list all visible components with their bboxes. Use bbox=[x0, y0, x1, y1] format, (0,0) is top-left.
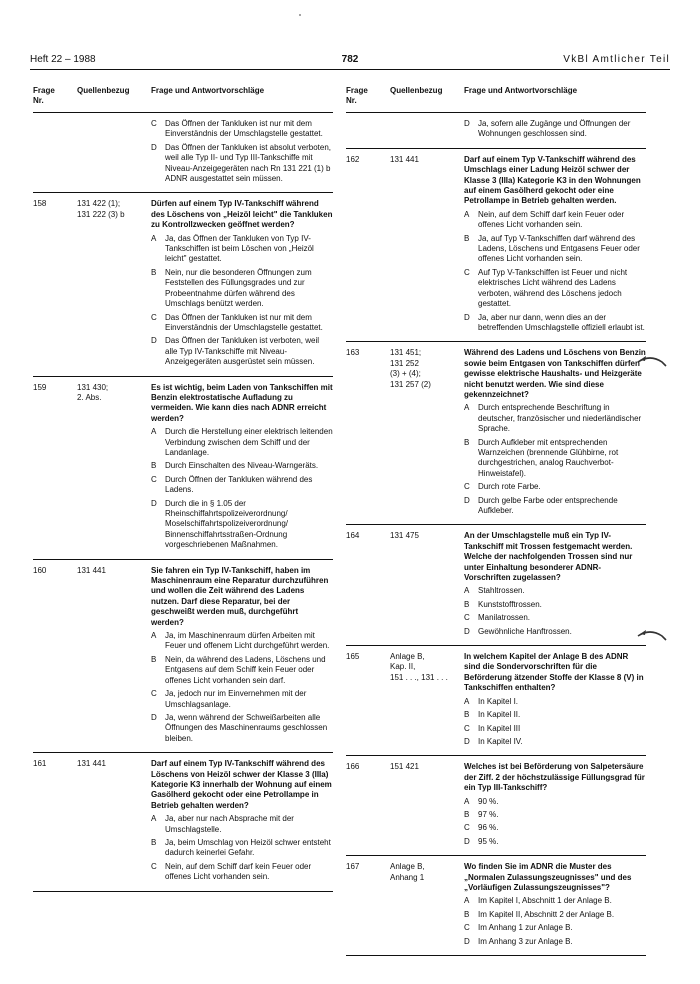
question-body bbox=[464, 531, 646, 637]
option-text: Das Öffnen der Tankluken ist nur mit dem Einverständnis der Umschlagstelle gestattet. bbox=[165, 119, 323, 139]
question-body bbox=[464, 862, 646, 947]
answer-option bbox=[151, 499, 333, 551]
answer-option bbox=[464, 613, 646, 623]
option-text: Ja, aber nur nach Absprache mit der Umschlagstelle. bbox=[165, 814, 294, 834]
option-letter: D bbox=[464, 119, 470, 128]
option-letter: D bbox=[464, 736, 470, 746]
answer-option bbox=[151, 814, 333, 835]
source-reference: 131 422 (1); 131 222 (3) b bbox=[77, 199, 125, 219]
question-number: 158 bbox=[33, 199, 47, 209]
option-letter: B bbox=[464, 599, 470, 609]
answer-option bbox=[464, 910, 646, 920]
question-entry bbox=[33, 377, 333, 560]
option-letter: D bbox=[151, 336, 157, 346]
header-rule bbox=[30, 69, 670, 70]
option-letter: D bbox=[464, 495, 470, 505]
question-entry bbox=[33, 113, 333, 193]
question-entry bbox=[346, 113, 646, 149]
option-letter: A bbox=[464, 209, 470, 219]
option-text: Durch die Herstellung einer elektrisch leitenden Verbindung zwischen dem Schiff und der Landanlage. bbox=[165, 427, 333, 457]
answer-option bbox=[464, 438, 646, 480]
option-letter: C bbox=[151, 861, 157, 871]
question-number: 160 bbox=[33, 565, 47, 575]
answer-option bbox=[464, 797, 646, 807]
margin-arrow-mark bbox=[636, 626, 668, 642]
option-text: Das Öffnen der Tankluken ist verboten, weil alle Typ IV-Tankschiffe mit Niveau-Anzeigegeräten ausgerüstet sein müssen. bbox=[165, 336, 320, 367]
publication-title: VkBl Amtlicher Teil bbox=[563, 54, 670, 65]
column-header-nr: Frage Nr. bbox=[33, 86, 55, 105]
left-entries bbox=[33, 113, 333, 892]
option-text: Das Öffnen der Tankluken ist absolut verboten, weil alle Typ II- und Typ III-Tankschiffe mit Niveau-Anzeigegeräten nach Rn 131 221 (1) b ADNR ausgestattet sein müssen. bbox=[165, 142, 332, 184]
option-text: Ja, das Öffnen der Tankluken von Typ IV-Tankschiffen ist beim Löschen von „Heizöl leicht" gestattet. bbox=[165, 233, 314, 264]
question-text: Es ist wichtig, beim Laden von Tankschiffen mit Benzin elektrostatische Aufladung zu vermeiden. Wie kann dies nach ADNR erreicht werden? bbox=[151, 382, 333, 423]
option-letter: C bbox=[464, 267, 470, 277]
option-letter: A bbox=[151, 233, 157, 243]
question-number: 167 bbox=[346, 862, 360, 872]
question-body bbox=[151, 759, 333, 882]
question-entry bbox=[33, 560, 333, 754]
source-reference: 131 451; 131 252 (3) + (4); 131 257 (2) bbox=[390, 348, 431, 389]
option-letter: C bbox=[151, 689, 157, 699]
option-letter: D bbox=[151, 498, 157, 508]
column-header-nr: Frage Nr. bbox=[346, 86, 368, 105]
answer-option bbox=[464, 313, 646, 334]
answer-option bbox=[464, 823, 646, 833]
question-body bbox=[464, 119, 646, 140]
margin-arrow-mark bbox=[636, 352, 668, 368]
option-text: 95 %. bbox=[478, 836, 499, 846]
question-text: Während des Ladens und Löschens von Benzin sowie beim Entgasen von Tankschiffen dürfen gewisse elektrische Haushalts- und Heizgeräte nicht benutzt werden. Wie sind diese gekennzeichnet? bbox=[464, 348, 646, 399]
source-reference: 131 430; 2. Abs. bbox=[77, 382, 109, 402]
option-text: Stahltrossen. bbox=[478, 586, 525, 596]
option-text: Auf Typ V-Tankschiffen ist Feuer und nicht elektrisches Licht während des Ladens verboten, während des Löschens jedoch gestattet. bbox=[478, 267, 628, 309]
option-text: In Kapitel IV. bbox=[478, 736, 523, 746]
answer-option bbox=[464, 210, 646, 231]
question-number: 165 bbox=[346, 652, 360, 662]
option-letter: C bbox=[151, 119, 157, 128]
question-body bbox=[464, 652, 646, 747]
option-text: Nein, nur die besonderen Öffnungen zum Feststellen des Füllungsgrades und zur Probeentnahme dürfen während des Umschlags benützt werden. bbox=[165, 267, 312, 309]
question-entry bbox=[346, 646, 646, 756]
question-text: In welchem Kapitel der Anlage B des ADNR sind die Sondervorschriften für die Beförderung ätzender Stoffe der Klasse 8 (V) in Tankschiffen enthalten? bbox=[464, 652, 644, 693]
question-number: 159 bbox=[33, 382, 47, 392]
column-header-source: Quellenbezug bbox=[77, 86, 130, 95]
answer-option bbox=[151, 689, 333, 710]
question-entry bbox=[346, 525, 646, 646]
answer-option bbox=[464, 496, 646, 517]
option-text: Das Öffnen der Tankluken ist nur mit dem Einverständnis der Umschlagstelle gestattet. bbox=[165, 312, 323, 332]
option-text: Ja, im Maschinenraum dürfen Arbeiten mit Feuer und offenem Licht durchgeführt werden. bbox=[165, 631, 330, 651]
option-letter: A bbox=[464, 696, 470, 706]
option-letter: B bbox=[151, 267, 157, 277]
option-text: Nein, da während des Ladens, Löschens und Entgasens auf dem Schiff kein Feuer oder offenes Licht vorhanden sein darf. bbox=[165, 654, 326, 685]
option-text: Im Anhang 1 zur Anlage B. bbox=[478, 923, 573, 933]
option-text: Im Kapitel I, Abschnitt 1 der Anlage B. bbox=[478, 896, 612, 906]
question-text: Welches ist bei Beförderung von Salpetersäure der Ziff. 2 der höchstzulässige Füllungsgrad für ein Typ III-Tankschiff? bbox=[464, 762, 645, 793]
question-body bbox=[464, 348, 646, 516]
option-text: Ja, sofern alle Zugänge und Öffnungen der Wohnungen geschlossen sind. bbox=[478, 119, 631, 139]
option-text: Nein, auf dem Schiff darf kein Feuer oder offenes Licht vorhanden sein. bbox=[165, 861, 312, 882]
answer-option bbox=[464, 810, 646, 820]
option-letter: B bbox=[464, 437, 470, 447]
option-letter: A bbox=[464, 403, 470, 413]
question-text: Darf auf einem Typ IV-Tankschiff während des Löschens von Heizöl schwer der Klasse 3 (IIIa) Kategorie K3 innerhalb der Wohnung auf einem Gasölherd gekocht oder eine Petrollampe in Betrieb gehalten werden? bbox=[151, 759, 332, 810]
source-reference: 151 421 bbox=[390, 762, 419, 772]
source-reference: 131 441 bbox=[77, 565, 106, 575]
option-letter: A bbox=[151, 631, 157, 641]
option-text: Durch entsprechende Beschriftung in deutscher, französischer und niederländischer Sprache. bbox=[478, 403, 642, 434]
source-reference: 131 441 bbox=[390, 154, 419, 164]
answer-option bbox=[151, 336, 333, 367]
question-body bbox=[464, 155, 646, 334]
option-text: Ja, jedoch nur im Einvernehmen mit der Umschlagsanlage. bbox=[165, 689, 307, 709]
column-header bbox=[346, 86, 646, 112]
answer-option bbox=[464, 923, 646, 933]
column-header bbox=[33, 86, 333, 112]
answer-option bbox=[151, 119, 333, 140]
question-text: An der Umschlagstelle muß ein Typ IV-Tankschiff mit Trossen festgemacht werden. Welche der nachfolgenden Trossen sind nur unter Einhaltung besonderer ADNR-Vorschriften zugelassen? bbox=[464, 531, 633, 583]
answer-option bbox=[151, 461, 333, 471]
question-entry bbox=[33, 193, 333, 376]
option-letter: B bbox=[151, 461, 157, 471]
question-body bbox=[151, 199, 333, 367]
answer-option bbox=[464, 737, 646, 747]
option-letter: D bbox=[464, 626, 470, 636]
option-text: Im Kapitel II, Abschnitt 2 der Anlage B. bbox=[478, 909, 615, 919]
question-body bbox=[151, 383, 333, 551]
option-text: In Kapitel II. bbox=[478, 710, 521, 720]
answer-option bbox=[464, 403, 646, 434]
answer-option bbox=[464, 896, 646, 906]
left-column bbox=[33, 86, 333, 892]
option-text: Ja, wenn während der Schweißarbeiten alle Öffnungen des Maschinenraums geschlossen bleiben. bbox=[165, 712, 328, 743]
question-entry bbox=[346, 756, 646, 856]
source-reference: 131 441 bbox=[77, 759, 106, 769]
page-header bbox=[30, 54, 670, 70]
question-entry bbox=[346, 342, 646, 525]
option-letter: C bbox=[151, 474, 157, 484]
option-letter: B bbox=[464, 233, 470, 243]
option-letter: D bbox=[464, 936, 470, 946]
option-letter: B bbox=[464, 909, 470, 919]
option-letter: C bbox=[464, 482, 470, 492]
option-text: Ja, auf Typ V-Tankschiffen darf während des Ladens, Löschens und Entgasens Feuer oder offenes Licht vorhanden sein. bbox=[478, 233, 640, 264]
option-text: Nein, auf dem Schiff darf kein Feuer oder offenes Licht vorhanden sein. bbox=[478, 209, 625, 230]
question-number: 161 bbox=[33, 759, 47, 769]
answer-option bbox=[464, 724, 646, 734]
question-text: Darf auf einem Typ V-Tankschiff während des Umschlags einer Ladung Heizöl schwer der Klasse 3 (IIIa) Kategorie K3 in den Wohnungen auf einem Gasölherd gekocht oder eine Petrollampe in Betrieb gehalten werden. bbox=[464, 154, 641, 206]
answer-option bbox=[464, 837, 646, 847]
answer-option bbox=[464, 586, 646, 596]
question-entry bbox=[346, 149, 646, 343]
answer-option bbox=[464, 937, 646, 947]
option-text: Kunststofftrossen. bbox=[478, 599, 542, 609]
page-number: 782 bbox=[341, 54, 359, 65]
source-reference: Anlage B, Anhang 1 bbox=[390, 862, 425, 882]
answer-option bbox=[151, 713, 333, 744]
scan-speck bbox=[299, 14, 301, 16]
answer-option bbox=[464, 482, 646, 492]
question-text: Dürfen auf einem Typ IV-Tankschiff während des Löschens von „Heizöl leicht" die Tankluken zu Kontrollzwecken geöffnet werden? bbox=[151, 199, 333, 230]
question-body bbox=[464, 762, 646, 847]
option-text: In Kapitel I. bbox=[478, 696, 519, 706]
answer-option bbox=[151, 862, 333, 883]
question-body bbox=[151, 119, 333, 184]
option-letter: D bbox=[464, 312, 470, 322]
answer-option bbox=[464, 119, 646, 140]
question-number: 163 bbox=[346, 348, 360, 358]
option-text: Im Anhang 3 zur Anlage B. bbox=[478, 936, 573, 946]
answer-option bbox=[151, 631, 333, 652]
question-entry bbox=[346, 856, 646, 956]
answer-option bbox=[151, 475, 333, 496]
option-letter: D bbox=[151, 142, 157, 152]
answer-option bbox=[151, 838, 333, 859]
option-letter: D bbox=[151, 712, 157, 722]
answer-option bbox=[151, 268, 333, 310]
option-text: Durch rote Farbe. bbox=[478, 482, 541, 492]
option-text: Durch Aufkleber mit entsprechenden Warnzeichen (brennende Glühbirne, rot durchgestrichen, analog Rauchverbot-Hinweistafel). bbox=[478, 437, 619, 478]
option-text: Durch Einschalten des Niveau-Warngeräts. bbox=[165, 461, 319, 471]
answer-option bbox=[464, 710, 646, 720]
option-letter: C bbox=[151, 312, 157, 322]
option-text: Durch gelbe Farbe oder entsprechende Aufkleber. bbox=[478, 495, 618, 515]
issue-label: Heft 22 – 1988 bbox=[30, 54, 96, 65]
answer-option bbox=[464, 600, 646, 610]
question-entry bbox=[33, 753, 333, 891]
answer-option bbox=[464, 234, 646, 265]
question-text: Wo finden Sie im ADNR die Muster des „Normalen Zulassungszeugnisses" und des „Vorläufigen Zulassungszeugnisses"? bbox=[464, 862, 632, 892]
option-text: 97 %. bbox=[478, 809, 499, 819]
answer-option bbox=[464, 627, 646, 637]
option-text: 96 %. bbox=[478, 823, 499, 833]
option-letter: C bbox=[464, 923, 470, 933]
option-letter: C bbox=[464, 723, 470, 733]
column-header-source: Quellenbezug bbox=[390, 86, 443, 95]
option-letter: B bbox=[464, 710, 470, 720]
option-letter: B bbox=[464, 809, 470, 819]
question-body bbox=[151, 566, 333, 745]
option-letter: A bbox=[464, 896, 470, 906]
question-text: Sie fahren ein Typ IV-Tankschiff, haben im Maschinenraum eine Reparatur durchzuführen und wollen die Zeit während des Ladens nutzen. Darf diese Reparatur, bei der geschweißt werden muß, durchgeführt werden? bbox=[151, 565, 329, 627]
answer-option bbox=[151, 143, 333, 185]
option-text: Ja, beim Umschlag von Heizöl schwer entsteht dadurch keinerlei Gefahr. bbox=[165, 837, 331, 858]
question-number: 166 bbox=[346, 762, 360, 772]
column-header-question: Frage und Antwortvorschläge bbox=[464, 86, 578, 95]
source-reference: Anlage B, Kap. II, 151 . . ., 131 . . . bbox=[390, 652, 448, 682]
option-letter: C bbox=[464, 823, 470, 833]
option-letter: A bbox=[151, 814, 157, 824]
answer-option bbox=[151, 313, 333, 334]
option-letter: C bbox=[464, 613, 470, 623]
option-letter: B bbox=[151, 837, 157, 847]
option-letter: D bbox=[464, 836, 470, 846]
question-number: 164 bbox=[346, 531, 360, 541]
option-letter: A bbox=[151, 427, 157, 437]
source-reference: 131 475 bbox=[390, 531, 419, 541]
answer-option bbox=[464, 268, 646, 310]
option-letter: A bbox=[464, 586, 470, 596]
option-text: In Kapitel III bbox=[478, 723, 521, 733]
answer-option bbox=[151, 655, 333, 686]
right-entries bbox=[346, 113, 646, 956]
question-number: 162 bbox=[346, 154, 360, 164]
option-text: Gewöhnliche Hanftrossen. bbox=[478, 626, 572, 636]
option-text: Durch die in § 1.05 der Rheinschiffahrtspolizeiverordnung/ Moselschiffahrtspolizeiverordnung/ Binnenschiffahrtsstraßen-Ordnung vorgeschriebenen Maßnahmen. bbox=[165, 498, 289, 550]
option-text: Durch Öffnen der Tankluken während des Ladens. bbox=[165, 474, 313, 495]
right-column bbox=[346, 86, 646, 956]
answer-option bbox=[464, 697, 646, 707]
column-header-question: Frage und Antwortvorschläge bbox=[151, 86, 265, 95]
answer-option bbox=[151, 234, 333, 265]
option-text: Manilatrossen. bbox=[478, 613, 531, 623]
answer-option bbox=[151, 427, 333, 458]
option-letter: A bbox=[464, 796, 470, 806]
option-letter: B bbox=[151, 654, 157, 664]
option-text: 90 %. bbox=[478, 796, 499, 806]
option-text: Ja, aber nur dann, wenn dies an der betreffenden Umschlagstelle offiziell erlaubt ist. bbox=[478, 312, 645, 332]
